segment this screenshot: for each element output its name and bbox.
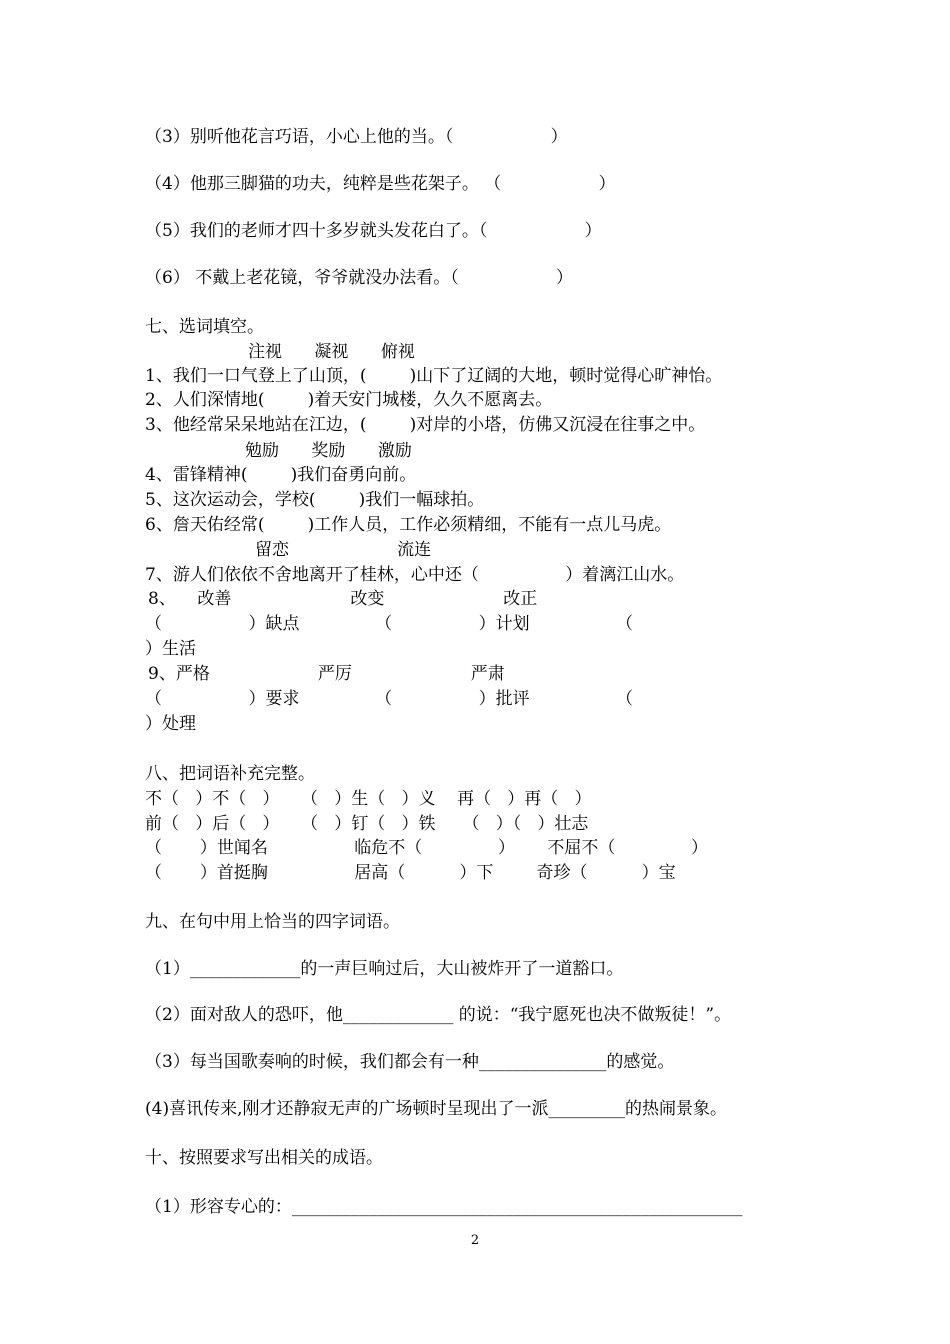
section-8-title: 八、把词语补充完整。 [145,764,315,784]
word-choices-2: 勉励 奖励 激励 [245,441,412,461]
section-8-row-1: 不（ ）不（ ） （ ）生（ ）义 再（ ）再（ ） [145,789,592,809]
question-7-8-tail: ）生活 [145,639,196,659]
section-7-title: 七、选词填空。 [145,317,264,337]
question-7-9-tail: ）处理 [145,714,196,734]
question-7-3: 3、他经常呆呆地站在江边，( )对岸的小塔，仿佛又沉浸在往事之中。 [145,415,706,435]
question-7-6: 6、詹天佑经常( )工作人员，工作必须精细，不能有一点儿马虎。 [145,515,672,535]
question-7-1: 1、我们一口气登上了山顶，( )山下了辽阔的大地，顿时觉得心旷神怡。 [145,366,723,386]
question-6-5: （5）我们的老师才四十多岁就头发花白了。（ ） [145,221,602,241]
question-7-9-row: （ ）要求 （ ）批评 （ [145,689,634,709]
question-6-6: （6） 不戴上老花镜，爷爷就没办法看。（ ） [145,268,573,288]
question-7-5: 5、这次运动会，学校( )我们一幅球拍。 [145,490,485,510]
question-9-2: （2）面对敌人的恐吓，他_____________ 的说：“我宁愿死也决不做叛徒！”。 [145,1005,732,1025]
question-7-9-head: 9、严格 严厉 严肃 [148,664,505,684]
page-number: 2 [470,1233,480,1248]
section-8-row-3: （ ）世闻名 临危不（ ） 不屈不（ ） [145,838,709,858]
question-7-8-row: （ ）缺点 （ ）计划 （ [145,614,634,634]
question-9-3: （3）每当国歌奏响的时候，我们都会有一种_______________的感觉。 [145,1052,675,1072]
question-7-7: 7、游人们依依不舍地离开了桂林，心中还（ ）着漓江山水。 [145,565,685,585]
question-6-4: （4）他那三脚猫的功夫，纯粹是些花架子。 （ ） [145,174,616,194]
question-9-1: （1）_____________的一声巨响过后，大山被炸开了一道豁口。 [145,959,624,979]
question-7-2: 2、人们深情地( )着天安门城楼，久久不愿离去。 [145,390,553,410]
word-choices-1: 注视 凝视 俯视 [248,342,415,362]
question-7-8-head: 8、 改善 改变 改正 [148,589,538,609]
question-9-4: (4)喜讯传来,刚才还静寂无声的广场顿时呈现出了一派_________的热闹景象。 [145,1099,727,1119]
section-8-row-4: （ ）首挺胸 居高（ ）下 奇珍（ ）宝 [145,863,676,883]
section-10-title: 十、按照要求写出相关的成语。 [145,1148,383,1168]
section-8-row-2: 前（ ）后（ ） （ ）钉（ ）铁 （ ）（ ）壮志 [145,814,589,834]
question-6-3: （3）别听他花言巧语，小心上他的当。（ ） [145,127,568,147]
word-choices-3: 留恋 流连 [255,540,432,560]
question-7-4: 4、雷锋精神( )我们奋勇向前。 [145,465,417,485]
question-10-1: （1）形容专心的：_____________________________________________________ [145,1197,743,1217]
section-9-title: 九、在句中用上恰当的四字词语。 [145,912,400,932]
